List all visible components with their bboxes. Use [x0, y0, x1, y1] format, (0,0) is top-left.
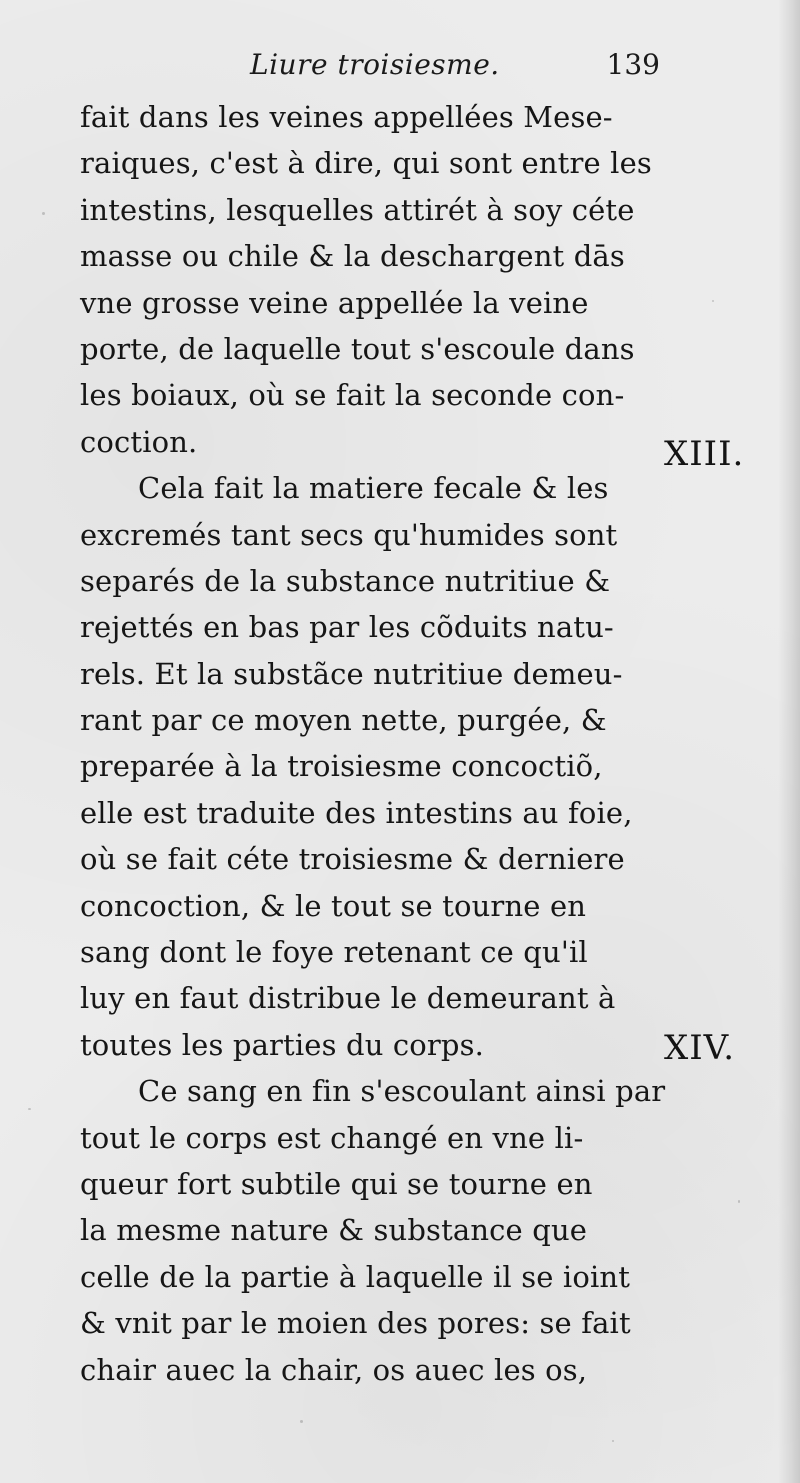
paper-speck [42, 212, 45, 215]
text-line: excremés tant secs qu'humides sont [80, 517, 618, 552]
text-line: luy en faut distribue le demeurant à [80, 981, 616, 1016]
text-line: separés de la substance nutritiue & [80, 563, 611, 598]
text-line: & vnit par le moien des pores: se fait [80, 1306, 631, 1341]
text-line: fait dans les veines appellées Mese- [80, 100, 613, 134]
text-line: elle est traduite des intestins au foie, [80, 795, 633, 830]
text-line: rels. Et la substãce nutritiue demeu- [80, 656, 623, 691]
text-line: Cela fait la matiere fecale & les [138, 471, 609, 506]
text-line: celle de la partie à laquelle il se ioint [80, 1259, 631, 1294]
page-number: 139 [606, 48, 660, 81]
text-line: porte, de laquelle tout s'escoule dans [80, 331, 635, 366]
text-line: toutes les parties du corps. [80, 1027, 485, 1062]
text-line: masse ou chile & la deschargent dās [80, 239, 625, 274]
paper-speck [738, 1200, 740, 1203]
running-title: Liure troisiesme. [250, 48, 500, 81]
paper-speck [300, 1420, 303, 1423]
text-line: où se fait céte troisiesme & derniere [80, 842, 625, 877]
paper-speck [712, 300, 714, 302]
text-line: tout le corps est changé en vne li- [80, 1120, 584, 1155]
text-line: preparée à la troisiesme concoctiõ, [80, 749, 603, 784]
page-gutter-shadow [778, 0, 800, 1483]
text-line: intestins, lesquelles attirét à soy céte [80, 192, 635, 227]
margin-note-xiv: XIV. [664, 1028, 736, 1068]
text-line: coction. [80, 424, 198, 459]
text-line: rejettés en bas par les cõduits natu- [80, 610, 614, 645]
text-line: chair auec la chair, os auec les os, [80, 1352, 588, 1387]
text-line: queur fort subtile qui se tourne en [80, 1166, 593, 1201]
text-line: rant par ce moyen nette, purgée, & [80, 703, 607, 738]
margin-note-xiii: XIII. [664, 434, 745, 474]
text-line: sang dont le foye retenant ce qu'il [80, 935, 588, 970]
paper-speck [612, 1440, 614, 1442]
text-line: Ce sang en fin s'escoulant ainsi par [138, 1074, 666, 1109]
text-line: concoction, & le tout se tourne en [80, 888, 587, 923]
body-text [80, 94, 666, 1393]
page-header [80, 46, 660, 86]
paper-speck [28, 1108, 31, 1110]
text-line: raiques, c'est à dire, qui sont entre les [80, 146, 652, 181]
text-line: les boiaux, où se fait la seconde con- [80, 378, 625, 413]
text-line: la mesme nature & substance que [80, 1213, 588, 1248]
text-line: vne grosse veine appellée la veine [80, 285, 589, 320]
